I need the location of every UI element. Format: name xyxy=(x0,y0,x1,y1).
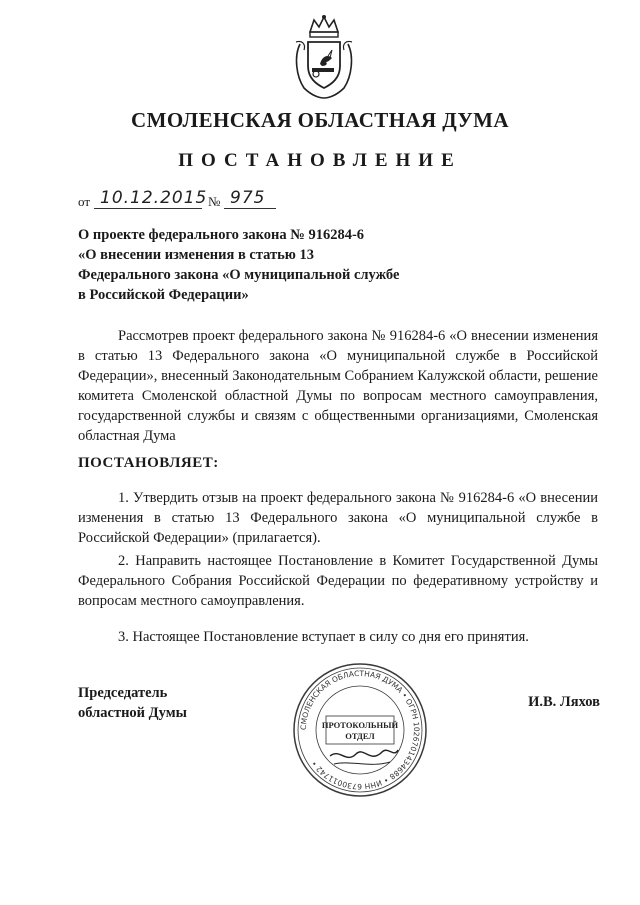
resolution-item-1: 1. Утвердить отзыв на проект федерального закона № 916284-6 «О внесении изменения в статью 13 Федерального закона «О муниципальной службе в Российской Федерации» (прилагается). xyxy=(78,490,598,546)
subject-line: в Российской Федерации» xyxy=(78,287,249,303)
subject-line: О проекте федерального закона № 916284-6 xyxy=(78,227,365,243)
signatory-name: И.В. Ляхов xyxy=(528,694,600,710)
date-number-line xyxy=(78,186,378,216)
subject-line: «О внесении изменения в статью 13 xyxy=(78,247,315,263)
seal-center-text: ОТДЕЛ xyxy=(345,731,375,741)
signatory-title xyxy=(78,683,187,723)
handwritten-number: 975 xyxy=(230,188,266,208)
document-subject xyxy=(78,225,438,305)
number-underline xyxy=(224,208,276,209)
seal-outer-text: СМОЛЕНСКАЯ ОБЛАСТНАЯ ДУМА • ОГРН 1026701434688 • ИНН 6730011742 • xyxy=(298,668,422,792)
resolution-item-2: 2. Направить настоящее Постановление в Комитет Государственной Думы Федерального Собрания Российской Федерации по федеративному устройству и вопросам местного самоуправления. xyxy=(78,553,598,609)
resolution-item-3: 3. Настоящее Постановление вступает в силу со дня его принятия. xyxy=(118,629,529,645)
signatory-title-line: областной Думы xyxy=(78,705,187,721)
subject-line: Федерального закона «О муниципальной службе xyxy=(78,267,400,283)
seal-center-text: ПРОТОКОЛЬНЫЙ xyxy=(321,720,399,730)
signatory-title-line: Председатель xyxy=(78,685,168,701)
handwritten-date: 10.12.2015 xyxy=(100,188,208,208)
resolves-heading: ПОСТАНОВЛЯЕТ: xyxy=(78,455,219,471)
organization-title: СМОЛЕНСКАЯ ОБЛАСТНАЯ ДУМА xyxy=(131,108,509,132)
coat-of-arms-emblem xyxy=(292,14,356,100)
date-from-label: от xyxy=(78,194,91,209)
official-seal-stamp xyxy=(290,660,430,800)
date-underline xyxy=(94,208,202,209)
preamble-paragraph: Рассмотрев проект федерального закона № 916284-6 «О внесении изменения в статью 13 Федерального закона «О муниципальной службе в Российской Федерации», внесенный Законодательным Собранием Калужской области, решение комитета Смоленской областной Думы по вопросам местного самоуправления, государственной службы и связям с общественными организациями, Смоленская областная Дума xyxy=(78,328,598,444)
document-type-title: ПОСТАНОВЛЕНИЕ xyxy=(178,150,462,171)
number-label: № xyxy=(208,194,221,209)
